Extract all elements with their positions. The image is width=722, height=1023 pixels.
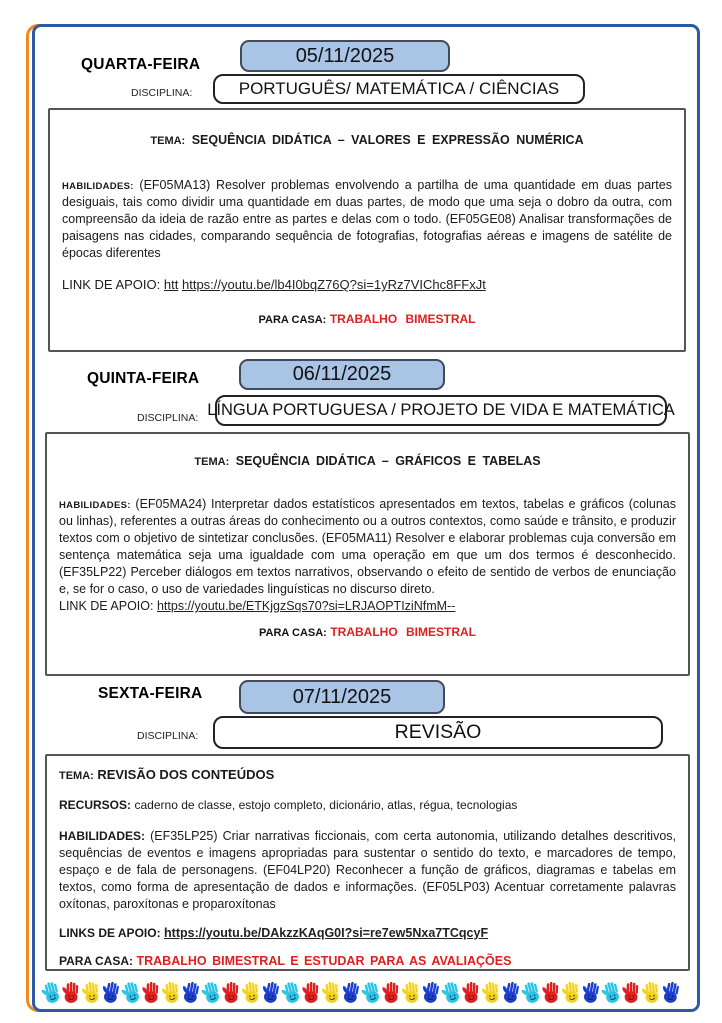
para-casa-label: PARA CASA: bbox=[259, 627, 327, 639]
handprint-icon bbox=[381, 979, 401, 1006]
para-casa-text: TRABALHO BIMESTRAL bbox=[330, 625, 476, 639]
handprint-icon bbox=[400, 978, 422, 1006]
tema-line bbox=[62, 110, 672, 149]
disciplina-text: PORTUGUÊS/ MATEMÁTICA / CIÊNCIAS bbox=[238, 79, 560, 98]
apoio-link[interactable]: https://youtu.be/lb4I0bqZ76Q?si=1yRz7VIChc8FFxJt bbox=[181, 277, 486, 292]
recursos-line bbox=[59, 797, 676, 814]
tema-text: SEQUÊNCIA DIDÁTICA – VALORES E EXPRESSÃO NUMÉRICA bbox=[191, 133, 584, 147]
date-text: 06/11/2025 bbox=[292, 363, 392, 385]
link-line bbox=[59, 598, 676, 615]
habilidades-text: (EF05MA13) Resolver problemas envolvendo a partilha de uma quantidade em duas partes desiguais, tais como dividir uma quantidade em duas partes, de modo que uma seja o dobro da outra, com compreensão da ideia de razão entre as partes e delas com o todo. (EF05GE08) Analisar transformações de paisagens nas cidades, comparando sequência de fotografias, fotografias aéreas e imagens de satélite de épocas diferentes bbox=[62, 178, 672, 260]
day-label-sexta: SEXTA-FEIRA bbox=[98, 685, 203, 702]
handprint-icon bbox=[240, 978, 262, 1006]
lesson-box-quinta bbox=[45, 432, 690, 676]
date-text: 05/11/2025 bbox=[295, 44, 395, 67]
handprint-icon bbox=[439, 977, 464, 1007]
para-casa-line bbox=[62, 311, 672, 328]
handprint-icon bbox=[119, 977, 144, 1007]
handprint-icon bbox=[199, 977, 224, 1007]
habilidades-label: HABILIDADES: bbox=[62, 181, 134, 192]
link-prefix[interactable]: htt bbox=[163, 277, 179, 292]
handprint-icon bbox=[279, 977, 304, 1007]
para-casa-text: TRABALHO BIMESTRAL E ESTUDAR PARA AS AVALIAÇÕES bbox=[136, 954, 512, 968]
habilidades-paragraph bbox=[59, 496, 676, 598]
handprint-icon bbox=[461, 979, 481, 1006]
habilidades-text: (EF35LP25) Criar narrativas ficcionais, com certa autonomia, utilizando detalhes descritivos, sequências de eventos e imagens apropriadas para sustentar o sentido do texto, e marcadores de tempo, espaço e de fala de personagens. (EF04LP20) Reconhecer a função de gráficos, diagramas e tabelas em textos, como forma de apresentação de dados e informações. (EF05LP03) Acentuar corretamente palavras oxítonas, paroxítonas e proparoxítonas bbox=[59, 829, 676, 911]
para-casa-label: PARA CASA: bbox=[258, 313, 327, 326]
handprint-icon bbox=[141, 979, 161, 1006]
apoio-link[interactable]: https://youtu.be/ETKjgzSqs70?si=LRJAOPTIziNfmM-- bbox=[156, 599, 456, 613]
recursos-text: caderno de classe, estojo completo, dicionário, atlas, régua, tecnologias bbox=[134, 798, 518, 812]
handprint-icon bbox=[599, 977, 624, 1007]
recursos-label: RECURSOS: bbox=[59, 798, 132, 812]
handprint-icon bbox=[560, 978, 582, 1006]
disciplina-box-sexta bbox=[213, 716, 663, 749]
date-box-quarta bbox=[240, 40, 450, 72]
handprint-icon bbox=[221, 979, 241, 1006]
handprint-icon bbox=[160, 978, 182, 1006]
disciplina-box-quarta bbox=[213, 74, 585, 104]
link-label: LINK DE APOIO: bbox=[62, 277, 161, 292]
hands-row bbox=[36, 978, 686, 1006]
handprint-icon bbox=[640, 978, 662, 1006]
handprint-icon bbox=[320, 978, 342, 1006]
disciplina-label: DISCIPLINA: bbox=[137, 412, 199, 424]
disciplina-text: REVISÃO bbox=[394, 721, 482, 743]
tema-label: TEMA: bbox=[150, 135, 186, 147]
handprint-icon bbox=[480, 978, 502, 1006]
apoio-link[interactable]: https://youtu.be/DAkzzKAqG0I?si=re7ew5Nxa7TCqcyF bbox=[164, 926, 489, 940]
handprint-icon bbox=[541, 979, 561, 1006]
disciplina-box-quinta bbox=[207, 395, 675, 426]
inner-blue-frame bbox=[32, 24, 700, 1012]
disciplina-label: DISCIPLINA: bbox=[131, 87, 193, 99]
tema-text: REVISÃO DOS CONTEÚDOS bbox=[97, 767, 275, 782]
tema-line bbox=[59, 434, 676, 470]
lesson-box-sexta bbox=[45, 754, 690, 971]
handprint-icon bbox=[80, 978, 102, 1006]
habilidades-paragraph bbox=[59, 828, 676, 913]
date-box-quinta bbox=[239, 359, 445, 390]
handprint-icon bbox=[61, 979, 81, 1006]
disciplina-text: LÍNGUA PORTUGUESA / PROJETO DE VIDA E MATEMÁTICA bbox=[207, 401, 675, 419]
para-casa-line bbox=[59, 953, 676, 970]
para-casa-label: PARA CASA: bbox=[59, 954, 133, 968]
tema-line bbox=[59, 766, 676, 784]
link-label: LINK DE APOIO: bbox=[59, 599, 154, 613]
date-box-sexta bbox=[239, 680, 445, 714]
para-casa-line bbox=[59, 624, 676, 641]
link-line bbox=[62, 276, 672, 294]
handprint-icon bbox=[519, 977, 544, 1007]
habilidades-label: HABILIDADES: bbox=[59, 500, 131, 511]
handprint-icon bbox=[621, 979, 641, 1006]
link-line bbox=[59, 925, 676, 942]
habilidades-paragraph bbox=[62, 177, 672, 262]
habilidades-label: HABILIDADES: bbox=[59, 829, 145, 843]
para-casa-text: TRABALHO BIMESTRAL bbox=[329, 311, 476, 326]
handprint-icon bbox=[301, 979, 321, 1006]
handprint-icon bbox=[659, 977, 683, 1006]
link-label: LINKS DE APOIO: bbox=[59, 926, 161, 940]
handprint-icon bbox=[39, 977, 64, 1007]
disciplina-label: DISCIPLINA: bbox=[137, 730, 199, 742]
day-label-quarta: QUARTA-FEIRA bbox=[81, 56, 201, 73]
handprint-icon bbox=[359, 977, 384, 1007]
tema-label: TEMA: bbox=[194, 456, 230, 468]
day-label-quinta: QUINTA-FEIRA bbox=[87, 370, 200, 387]
date-text: 07/11/2025 bbox=[292, 685, 392, 708]
tema-text: SEQUÊNCIA DIDÁTICA – GRÁFICOS E TABELAS bbox=[235, 454, 541, 468]
habilidades-text: (EF05MA24) Interpretar dados estatísticos apresentados em textos, tabelas e gráficos (colunas ou linhas), referentes a outras áreas do conhecimento ou a outros contextos, como saúde e trânsito, e produzir textos com o objetivo de sintetizar conclusões. (EF05MA11) Resolver e elaborar problemas cuja conversão em sentença matemática seja uma igualdade com uma operação em que um dos termos é desconhecido. (EF35LP22) Perceber diálogos em textos narrativos, observando o efeito de sentido de verbos de enunciação e, se for o caso, o uso de variedades linguísticas no discurso direto. bbox=[59, 497, 676, 596]
tema-label: TEMA: bbox=[59, 770, 94, 782]
lesson-box-quarta bbox=[48, 108, 686, 352]
